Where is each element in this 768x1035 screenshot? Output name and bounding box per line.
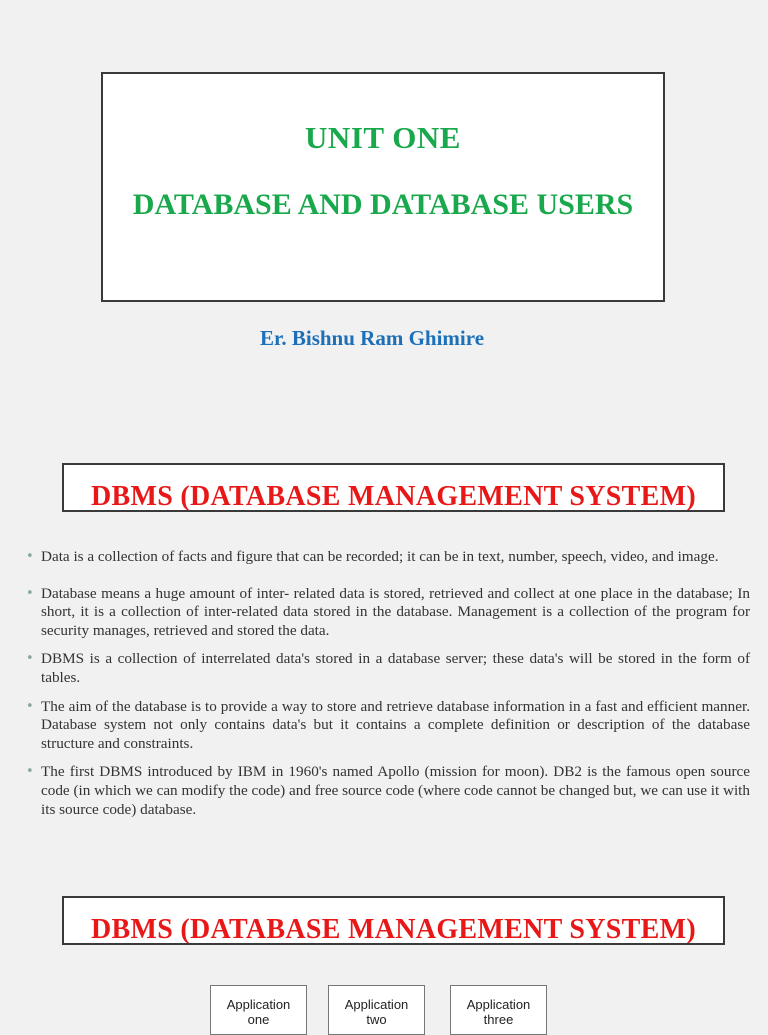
section-heading-2-text: DBMS (DATABASE MANAGEMENT SYSTEM) [91,914,696,945]
application-box [450,985,547,1035]
section-heading-1 [62,463,725,512]
title-slide-box [101,72,665,302]
bullet-icon: • [26,764,34,780]
application-box [328,985,425,1035]
application-label-number: three [483,1012,514,1027]
bullet-text: The first DBMS introduced by IBM in 1960's named Apollo (mission for moon). DB2 is the famous open source code (in which we can modify the code) and free source code (where code cannot be changed but, we can use it with its source code) database. [41,763,750,818]
bullet-text: The aim of the database is to provide a way to store and retrieve database information in a fast and efficient manner. Database system not only contains data's but it contains a complete definition or description of the database structure and constraints. [41,697,750,752]
application-label-number: one [247,1012,270,1027]
bullet-text: Database means a huge amount of inter- related data is stored, retrieved and collect at one place in the database; In short, it is a collection of inter-related data stored in the database. Management is a collection of the program for security manages, retrieved and stored the data. [41,584,750,639]
bullet-item [26,548,750,567]
bullet-text: Data is a collection of facts and figure that can be recorded; it can be in text, number, speech, video, and image. [41,548,719,565]
section-heading-2 [62,896,725,945]
bullet-list [26,548,750,819]
unit-title: UNIT ONE [305,120,461,155]
bullet-icon: • [26,698,34,714]
bullet-text: DBMS is a collection of interrelated data's stored in a database server; these data's will be stored in the form of tables. [41,650,750,686]
bullet-icon: • [26,651,34,667]
application-label-number: two [366,1012,387,1027]
application-label: Application [226,997,291,1012]
bullet-item [26,763,750,819]
bullet-item [26,698,750,754]
application-label: Application [466,997,531,1012]
unit-subtitle: DATABASE AND DATABASE USERS [132,188,634,221]
bullet-icon: • [26,549,34,564]
bullet-icon: • [26,585,34,601]
application-box [210,985,307,1035]
section-heading-1-text: DBMS (DATABASE MANAGEMENT SYSTEM) [91,481,696,512]
bullet-item [26,585,750,641]
bullet-item [26,650,750,687]
author-name: Er. Bishnu Ram Ghimire [259,326,485,350]
application-label: Application [344,997,409,1012]
